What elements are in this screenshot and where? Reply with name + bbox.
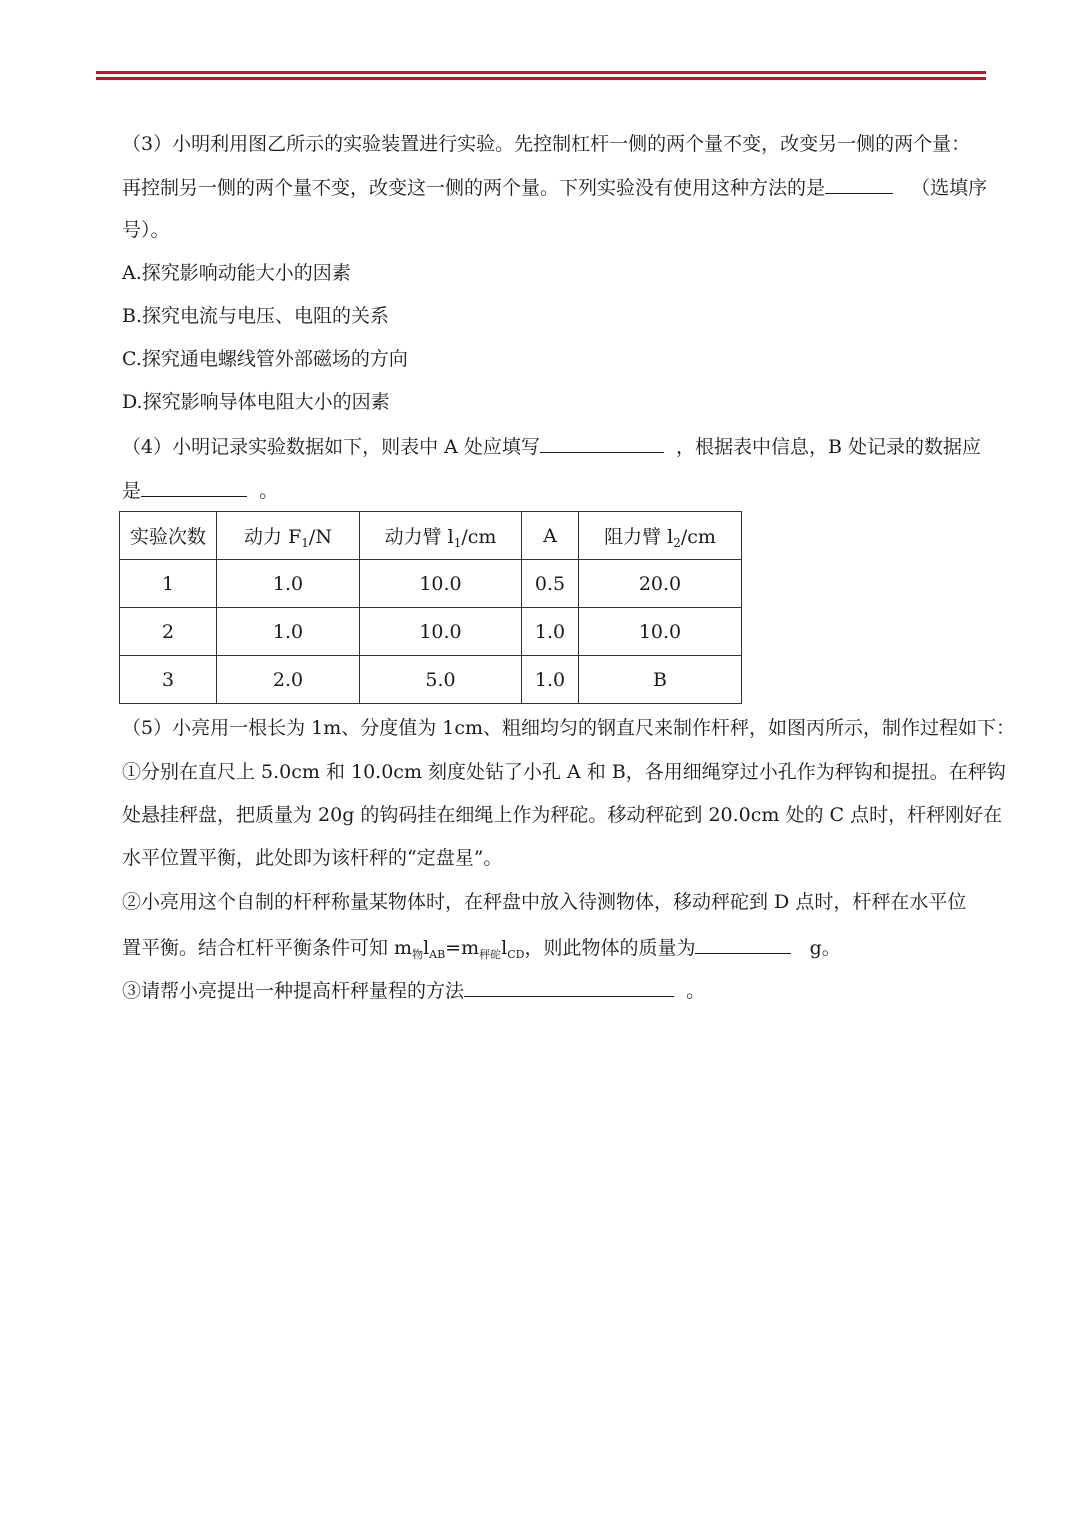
table-cell: 1.0	[217, 608, 360, 656]
q4-line-1-text: （4）小明记录实验数据如下，则表中 A 处应填写	[122, 436, 540, 458]
table-row	[120, 656, 742, 704]
table-cell: 10.0	[360, 608, 522, 656]
table-cell: 10.0	[579, 608, 742, 656]
q4-a-blank[interactable]	[540, 434, 664, 453]
header-a: A	[522, 512, 579, 560]
q4-b-blank[interactable]	[141, 478, 247, 497]
header-effort-force: 动力 $F_1/N$	[217, 512, 360, 560]
q5-method-blank[interactable]	[464, 978, 674, 997]
q3-line-1: （3）小明利用图乙所示的实验装置进行实验。先控制杠杆一侧的两个量不变，改变另一侧的两个量：	[122, 133, 971, 155]
q5-line-6-tail: g。	[809, 937, 841, 959]
table-cell: 2	[120, 608, 217, 656]
table-cell: 2.0	[217, 656, 360, 704]
data-table	[119, 511, 742, 704]
option-c: C.探究通电螺线管外部磁场的方向	[122, 348, 408, 370]
table-cell: B	[579, 656, 742, 704]
table-header-row	[120, 512, 742, 560]
header-trial: 实验次数	[120, 512, 217, 560]
header-rule-top	[96, 71, 986, 74]
table-cell: 1	[120, 560, 217, 608]
q5-line-7: ③请帮小亮提出一种提高杆秤量程的方法 。	[122, 980, 706, 1002]
q3-line-2-text: 再控制另一侧的两个量不变，改变这一侧的两个量。下列实验没有使用这种方法的是	[122, 177, 826, 199]
table-cell: 10.0	[360, 560, 522, 608]
q5-line-5: ②小亮用这个自制的杆秤称量某物体时，在秤盘中放入待测物体，移动秤砣到 D 点时，杆秤在水平位	[122, 891, 967, 913]
q3-line-2	[122, 175, 987, 200]
table-cell: 20.0	[579, 560, 742, 608]
header-effort-arm: 动力臂 $l_1/cm$	[360, 512, 522, 560]
option-d: D.探究影响导体电阻大小的因素	[122, 391, 390, 413]
q5-line-2: ①分别在直尺上 5.0cm 和 10.0cm 刻度处钻了小孔 A 和 B，各用细绳穿过小孔作为秤钩和提扭。在秤钩	[122, 761, 1006, 783]
q3-answer-blank[interactable]	[825, 175, 893, 194]
q5-line-7-tail: 。	[686, 980, 706, 1002]
table-row	[120, 560, 742, 608]
table-cell: 1.0	[217, 560, 360, 608]
q3-line-2-tail: （选填序	[911, 177, 988, 199]
table-cell: 3	[120, 656, 217, 704]
q4-line-2-tail: 。	[259, 480, 279, 502]
option-b: B.探究电流与电压、电阻的关系	[122, 305, 390, 327]
q4-line-2	[122, 478, 278, 503]
header-rule-bottom	[96, 77, 986, 80]
q5-line-3: 处悬挂秤盘，把质量为 20g 的钩码挂在细绳上作为秤砣。移动秤砣到 20.0cm 处的 C 点时，杆秤刚好在	[122, 804, 1003, 826]
q5-line-6: 置平衡。结合杠杆平衡条件可知 $m_物l_{AB}=m_{秤砣}l_{CD}$，则此物体的质量为 g。	[122, 937, 841, 961]
table-cell: 5.0	[360, 656, 522, 704]
option-a: A.探究影响动能大小的因素	[122, 262, 351, 284]
header-resistance-arm: 阻力臂 $l_2/cm$	[579, 512, 742, 560]
q4-line-2-text: 是	[122, 480, 142, 502]
q5-line-4: 水平位置平衡，此处即为该杆秤的“定盘星”。	[122, 847, 503, 869]
q4-line-1	[122, 434, 981, 459]
q5-mass-blank[interactable]	[695, 935, 791, 954]
q5-line-1: （5）小亮用一根长为 1m、分度值为 1cm、粗细均匀的钢直尺来制作杆秤，如图丙所示，制作过程如下：	[122, 717, 1016, 739]
table-row	[120, 608, 742, 656]
table-cell: 1.0	[522, 656, 579, 704]
q4-line-1-tail: ，根据表中信息，B 处记录的数据应	[675, 436, 981, 458]
table-cell: 0.5	[522, 560, 579, 608]
q3-line-3: 号）。	[122, 219, 170, 241]
table-cell: 1.0	[522, 608, 579, 656]
